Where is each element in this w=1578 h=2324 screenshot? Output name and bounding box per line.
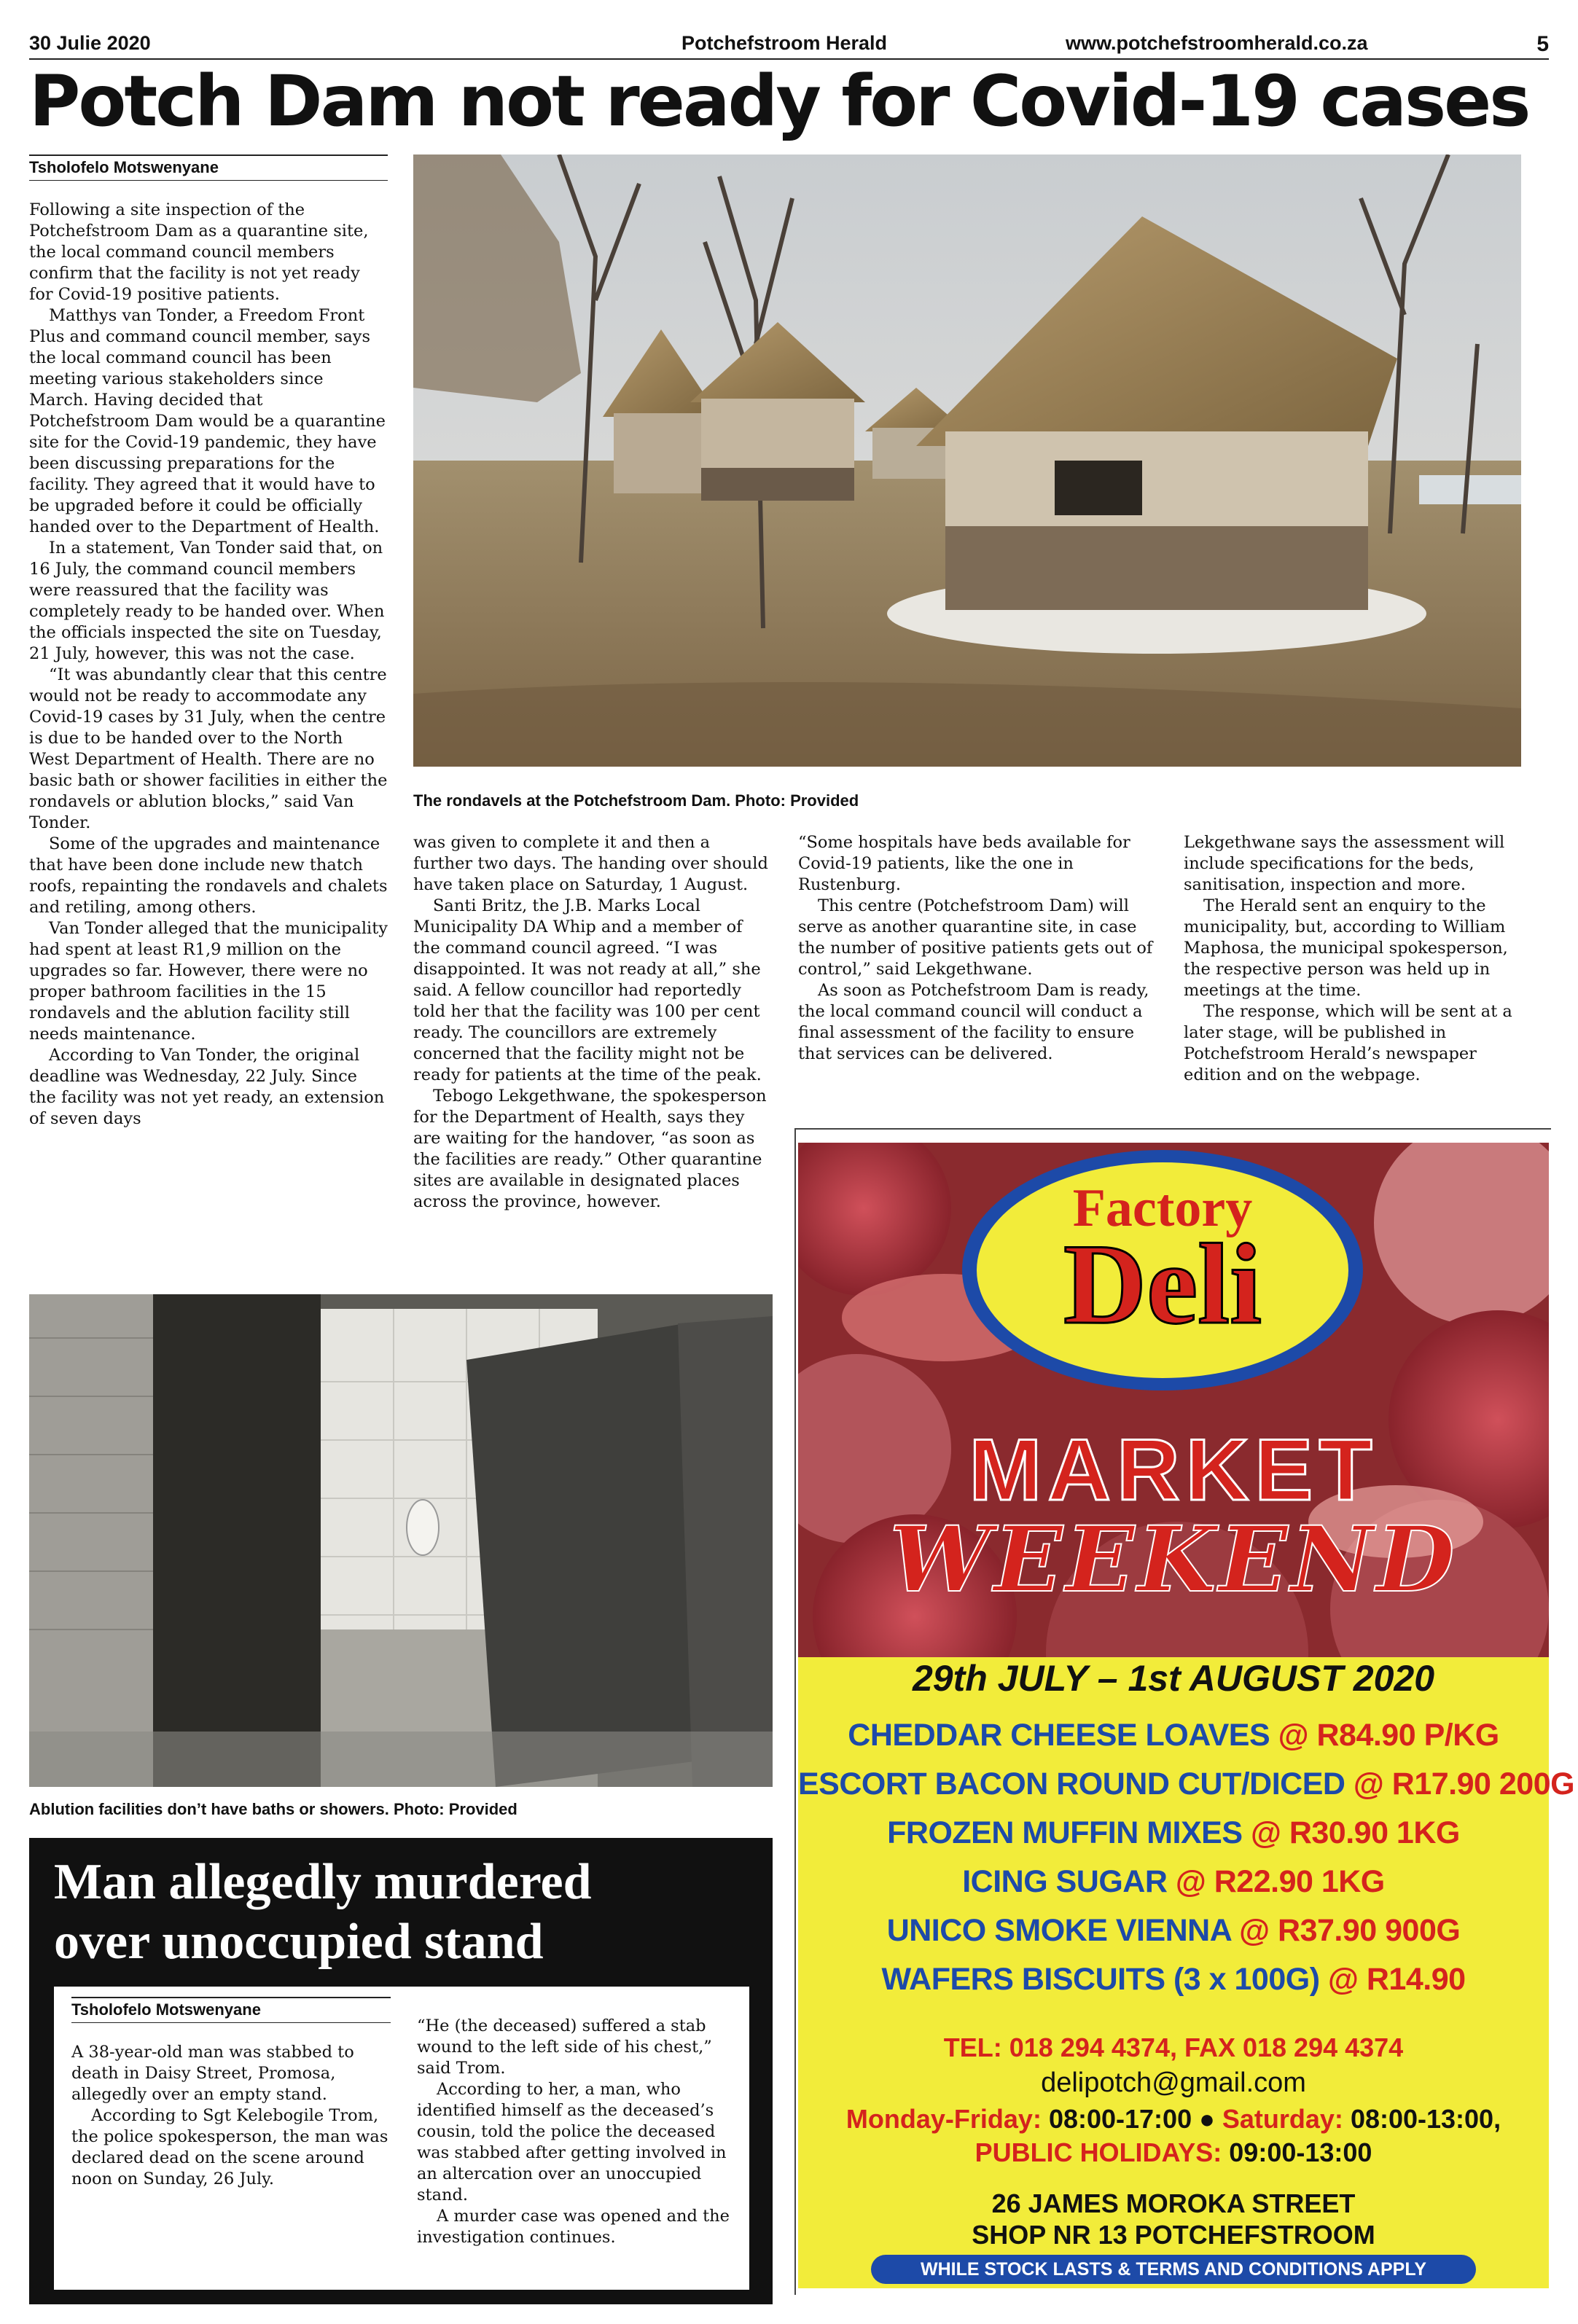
ad-weekend: WEEKEND — [889, 1507, 1458, 1613]
paragraph: Matthys van Tonder, a Freedom Front Plus and command council member, says the local command council has been meeting various stakeholders since March. Having decided that Potchefstroom Dam would be a quarantine site for the Covid-19 pandemic, they have been discussing preparations for the facility. They agreed that it would have to be upgraded before it could be officially handed over to the Department of Health. — [29, 306, 386, 536]
murder-column-2 — [417, 2016, 736, 2248]
ad-brand-factory: Factory — [1072, 1178, 1253, 1238]
ad-item-price: @ R22.90 1KG — [1175, 1864, 1385, 1899]
paragraph: Tebogo Lekgethwane, the spokesperson for the Department of Health, says they are waiting for the handover, “as soon as the facilities are ready.” Other quarantine sites are available in designated places across the province, however. — [413, 1087, 767, 1211]
ad-price-item — [798, 1760, 1575, 1809]
ad-dates: 29th JULY – 1st AUGUST 2020 — [798, 1657, 1549, 1699]
ad-telephone: TEL: 018 294 4374, FAX 018 294 4374 — [943, 2032, 1404, 2062]
paragraph: Santi Britz, the J.B. Marks Local Municipality DA Whip and a member of the command council agreed. “I was disappointed. It was not ready at all,” she said. A fellow councillor had reportedly told her that the facility was 100 per cent ready. The councillors are extremely concerned that the facility might not be ready for patients at the time of the peak. — [413, 896, 762, 1084]
article-column-3 — [798, 832, 1163, 1065]
rondavels-photo — [413, 154, 1521, 767]
paragraph: Van Tonder alleged that the municipality had spent at least R1,9 million on the upgrades so far. However, there were no proper bathroom facilities in the 15 rondavels and the ablution facility still needs maintenance. — [29, 919, 388, 1044]
murder-byline: Tsholofelo Motswenyane — [71, 1997, 391, 2023]
paragraph: A murder case was opened and the investigation continues. — [417, 2207, 730, 2247]
ad-hours-sat: 08:00-13:00, — [1350, 2104, 1501, 2134]
website-link[interactable]: www.potchefstroomherald.co.za — [1066, 32, 1368, 54]
ad-item-name: ICING SUGAR — [962, 1864, 1176, 1899]
murder-article-box — [29, 1838, 773, 2304]
ad-item-name: ESCORT BACON ROUND CUT/DICED — [798, 1767, 1354, 1801]
issue-date: 30 Julie 2020 — [29, 32, 151, 54]
ad-item-name: WAFERS BISCUITS (3 x 100G) — [881, 1962, 1328, 1997]
ad-item-price: @ R37.90 900G — [1239, 1913, 1461, 1948]
ad-hours-weekday-label: Monday-Friday: — [845, 2104, 1042, 2134]
ad-hours-row-1 — [798, 2104, 1549, 2135]
paragraph: The Herald sent an enquiry to the municipality, but, according to William Maphosa, the municipal spokesperson, the respective person was held up in meetings at the time. — [1184, 896, 1508, 1000]
murder-column-1 — [71, 2042, 391, 2190]
paragraph: According to Sgt Kelebogile Trom, the police spokesperson, the man was declared dead on the scene around noon on Sunday, 26 July. — [71, 2106, 388, 2188]
page-number: 5 — [1536, 32, 1549, 56]
paragraph: As soon as Potchefstroom Dam is ready, the local command council will conduct a final assessment of the facility to ensure that services can be delivered. — [798, 981, 1149, 1063]
murder-article-body — [54, 1987, 749, 2290]
paragraph: “He (the deceased) suffered a stab wound to the left side of his chest,” said Trom. — [417, 2016, 712, 2078]
ad-price-item — [798, 1955, 1549, 2004]
ad-address-line-2: SHOP NR 13 POTCHEFSTROOM — [972, 2220, 1375, 2250]
ablution-photo — [29, 1294, 773, 1787]
ablution-caption: Ablution facilities don’t have baths or showers. Photo: Provided — [29, 1800, 517, 1818]
article-headline: Potch Dam not ready for Covid-19 cases — [29, 60, 1529, 142]
ad-hours-holiday: 09:00-13:00 — [1229, 2137, 1372, 2167]
paragraph: A 38-year-old man was stabbed to death in Daisy Street, Promosa, allegedly over an empty stand. — [71, 2043, 354, 2104]
article-byline: Tsholofelo Motswenyane — [29, 154, 388, 181]
murder-headline — [54, 1852, 754, 1972]
ad-email[interactable]: delipotch@gmail.com — [1041, 2067, 1306, 2098]
paragraph: In a statement, Van Tonder said that, on 16 July, the command council members were reassured that the facility was completely ready to be handed over. When the officials inspected the site on Tuesday, 21 July, however, this was not the case. — [29, 539, 385, 663]
ad-disclaimer: WHILE STOCK LASTS & TERMS AND CONDITIONS APPLY — [871, 2255, 1476, 2284]
bullet-icon: ● — [1199, 2104, 1215, 2134]
article-column-1 — [29, 200, 388, 1130]
paragraph: According to her, a man, who identified himself as the deceased’s cousin, told the police the deceased was stabbed after getting involved in an altercation over an unoccupied stand. — [417, 2080, 727, 2204]
ad-price-item — [798, 1906, 1549, 1955]
paragraph: Some of the upgrades and maintenance that have been done include new thatch roofs, repainting the rondavels and chalets and retiling, among others. — [29, 834, 388, 917]
ad-price-item — [798, 1858, 1549, 1906]
ad-hours-sat-label: Saturday: — [1222, 2104, 1343, 2134]
ad-hours-holiday-label: PUBLIC HOLIDAYS: — [974, 2137, 1222, 2167]
paragraph: “It was abundantly clear that this centre would not be ready to accommodate any Covid-19 cases by 31 July, when the centre is due to be handed over to the North West Department of Health. There are no basic bath or shower facilities in either the rondavels or ablution blocks,” said Van Tonder. — [29, 665, 388, 832]
article-column-2 — [413, 832, 770, 1213]
paragraph: Following a site inspection of the Potchefstroom Dam as a quarantine site, the local command council members confirm that the facility is not yet ready for Covid-19 positive patients. — [29, 200, 369, 304]
ad-item-price: @ R17.90 200G — [1353, 1767, 1575, 1801]
ad-address-line-1: 26 JAMES MOROKA STREET — [991, 2188, 1356, 2218]
ad-item-name: CHEDDAR CHEESE LOAVES — [848, 1718, 1278, 1753]
paragraph: According to Van Tonder, the original deadline was Wednesday, 22 July. Since the facility was not yet ready, an extension of seven days — [29, 1046, 385, 1128]
ad-price-list — [798, 1711, 1575, 2004]
ad-item-price: @ R84.90 P/KG — [1278, 1718, 1499, 1753]
murder-headline-line-1: Man allegedly murdered — [54, 1854, 592, 1910]
ad-item-price: @ R30.90 1KG — [1250, 1815, 1460, 1850]
ad-price-item — [798, 1809, 1549, 1858]
ad-price-item — [798, 1711, 1549, 1760]
paragraph: “Some hospitals have beds available for Covid-19 patients, like the one in Rustenburg. — [798, 833, 1130, 894]
article-column-4 — [1184, 832, 1532, 1086]
paragraph: Lekgethwane says the assessment will include specifications for the beds, sanitisation, inspection and more. — [1184, 833, 1505, 894]
paper-name: Potchefstroom Herald — [681, 32, 888, 54]
rondavels-caption: The rondavels at the Potchefstroom Dam. Photo: Provided — [413, 791, 859, 810]
ad-item-price: @ R14.90 — [1327, 1962, 1466, 1997]
paragraph: was given to complete it and then a further two days. The handing over should have taken place on Saturday, 1 August. — [413, 833, 768, 894]
page-header — [29, 29, 1549, 60]
paragraph: This centre (Potchefstroom Dam) will serve as another quarantine site, in case the number of positive patients gets out of control,” said Lekgethwane. — [798, 896, 1153, 979]
ad-market: MARKET — [969, 1421, 1378, 1519]
ad-item-name: UNICO SMOKE VIENNA — [886, 1913, 1240, 1948]
ad-hours-row-2 — [798, 2137, 1549, 2168]
ad-item-name: FROZEN MUFFIN MIXES — [887, 1815, 1251, 1850]
ad-hours-weekday: 08:00-17:00 — [1048, 2104, 1192, 2134]
murder-headline-line-2: over unoccupied stand — [54, 1914, 544, 1970]
ad-brand-deli: Deli — [1063, 1221, 1262, 1348]
paragraph: The response, which will be sent at a later stage, will be published in Potchefstroom Herald’s newspaper edition and on the webpage. — [1184, 1002, 1512, 1084]
